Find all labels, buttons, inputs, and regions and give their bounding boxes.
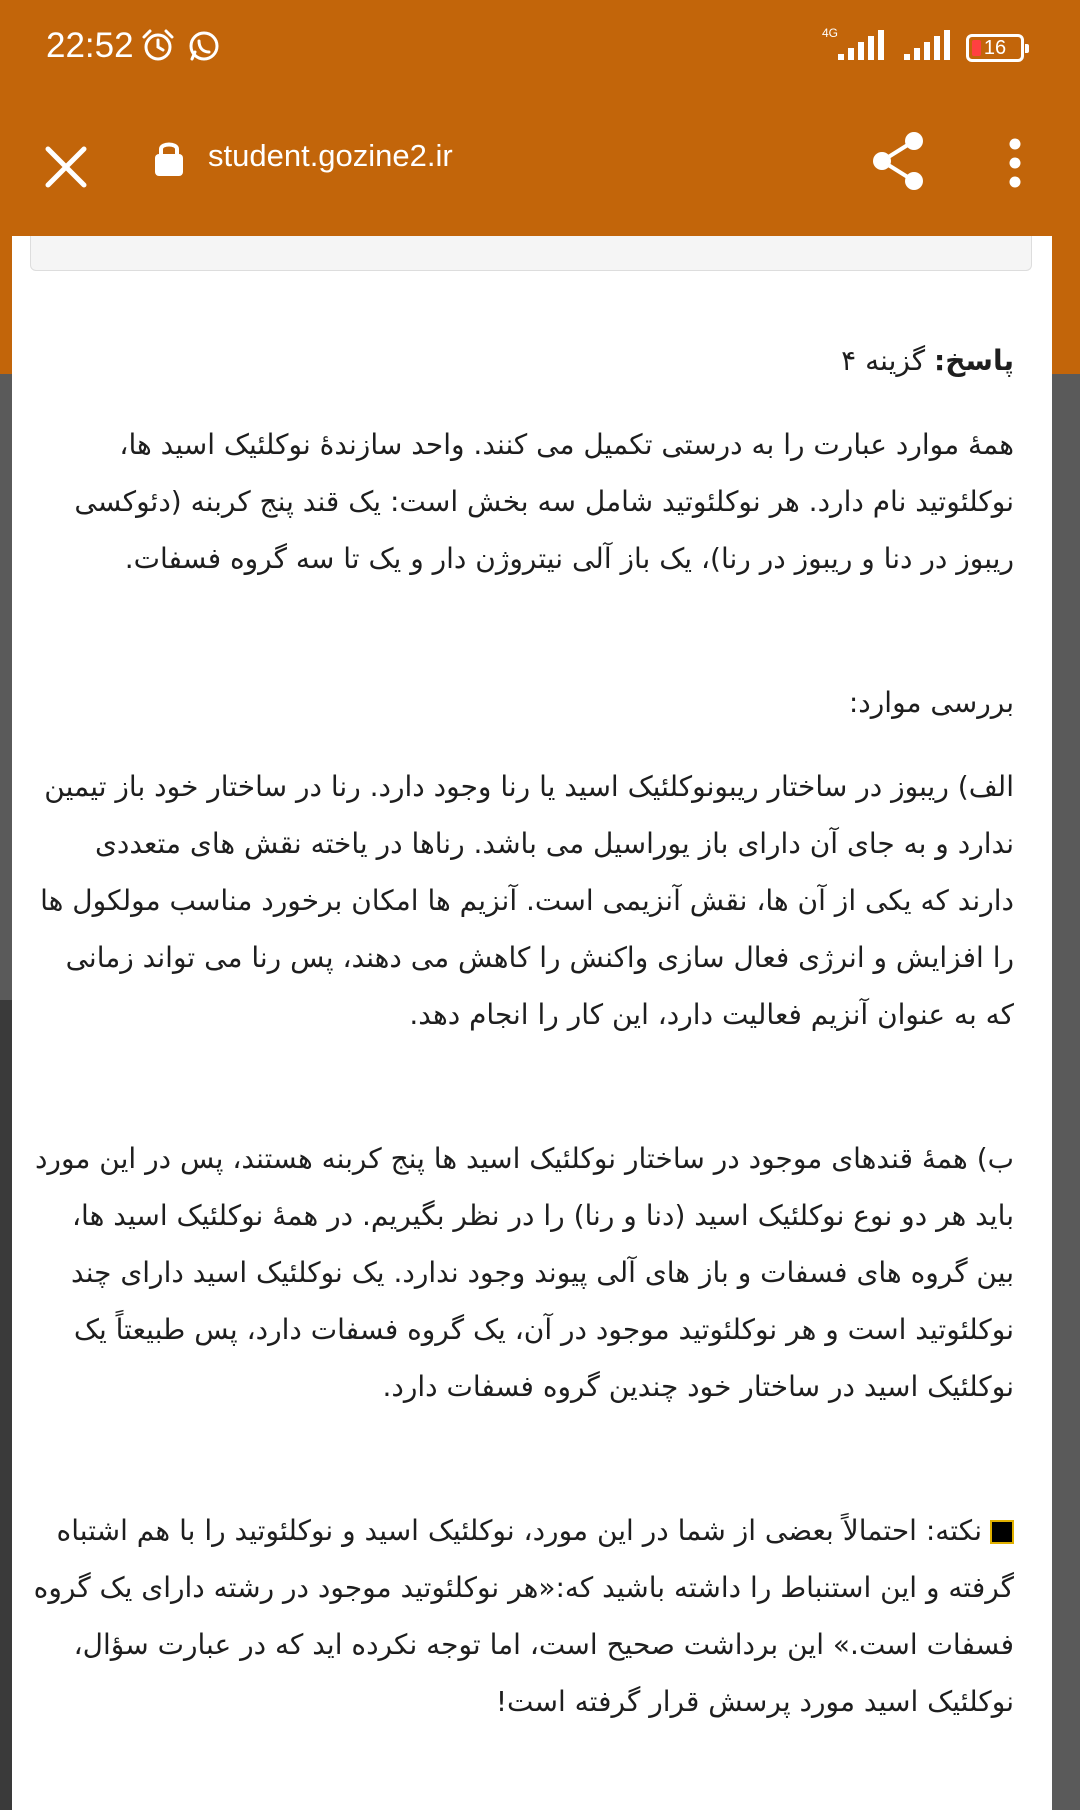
close-button[interactable]: [40, 136, 92, 198]
share-button[interactable]: [868, 126, 928, 196]
battery-level: 16: [983, 36, 1007, 59]
whatsapp-icon: [186, 28, 222, 68]
lock-icon: [153, 138, 185, 182]
paragraph-review-heading: بررسی موارد:: [848, 686, 1014, 719]
alarm-clock-icon: [140, 28, 176, 68]
status-time: 22:52: [46, 26, 134, 65]
battery-icon: [966, 34, 1024, 62]
paragraph-intro: همهٔ موارد عبارت را به درستی تکمیل می کنند. واحد سازندهٔ نوکلئیک اسید ها، نوکلئوتید نام دارد. هر نوکلئوتید شامل سه بخش است: یک قند پنج کربنه (دئوکسی ریبوز در دنا و ریبوز در رنا)، یک باز آلی نیتروژن دار و یک تا سه گروه فسفات.: [74, 428, 1014, 575]
scroll-edge-left: [0, 1000, 12, 1810]
close-icon: [44, 145, 88, 189]
answer-value: گزینه ۴: [841, 344, 935, 377]
signal-icon-2: [900, 30, 952, 66]
note-text: نکته: احتمالاً بعضی از شما در این مورد، نوکلئیک اسید و نوکلئوتید را با هم اشتباه گرفته و این استنباط را داشته باشید که:«هر نوکلئوتید موجود در رشته دارای یک گروه فسفات است.» این برداشت صحیح است، اما توجه نکرده اید که در عبارت سؤال، نوکلئیک اسید مورد پرسش قرار گرفته است!: [33, 1514, 1014, 1718]
status-notification-icons: [140, 28, 222, 68]
battery-level-fill: [972, 40, 981, 56]
paragraph-item-be: ب) همهٔ قندهای موجود در ساختار نوکلئیک اسید ها پنج کربنه هستند، پس در این مورد باید هر دو نوع نوکلئیک اسید (دنا و رنا) را در نظر بگیریم. در همهٔ نوکلئیک اسید ها، بین گروه های فسفات و باز های آلی پیوند وجود ندارد. یک نوکلئیک اسید دارای چند نوکلئوتید است و هر نوکلئوتید موجود در آن، یک گروه فسفات دارد، پس طبیعتاً یک نوکلئیک اسید در ساختار خود چندین گروه فسفات دارد.: [34, 1142, 1014, 1403]
paragraph-note: [32, 1502, 1014, 1730]
frame-edge-right: [1052, 236, 1080, 374]
signal-icon: [822, 26, 886, 66]
square-bullet-icon: [990, 1520, 1014, 1544]
more-vert-icon: [1008, 138, 1022, 188]
page-content[interactable]: [12, 236, 1052, 1810]
previous-card-bottom: [30, 236, 1032, 271]
browser-toolbar: [0, 98, 1080, 236]
share-icon: [870, 131, 926, 191]
network-label: 4G: [822, 26, 839, 40]
frame-edge-left: [0, 236, 12, 374]
answer-label: پاسخ:: [934, 344, 1014, 377]
paragraph-item-alef: الف) ریبوز در ساختار ریبونوکلئیک اسید یا رنا وجود دارد. رنا در ساختار خود باز تیمین ندارد و به جای آن دارای باز یوراسیل می باشد. رناها در یاخته نقش های متعددی دارند که یکی از آن ها، نقش آنزیمی است. آنزیم ها امکان برخورد مناسب مولکول ها را افزایش و انرژی فعال سازی واکنش را کاهش می دهند، پس رنا می تواند زمانی که به عنوان آنزیم فعالیت دارد، این کار را انجام دهد.: [40, 770, 1014, 1031]
status-system-icons: [822, 26, 1024, 66]
url-bar[interactable]: student.gozine2.ir: [208, 138, 453, 173]
more-menu-button[interactable]: [1000, 128, 1030, 198]
answer-line: [32, 332, 1014, 389]
status-bar: [0, 0, 1080, 98]
